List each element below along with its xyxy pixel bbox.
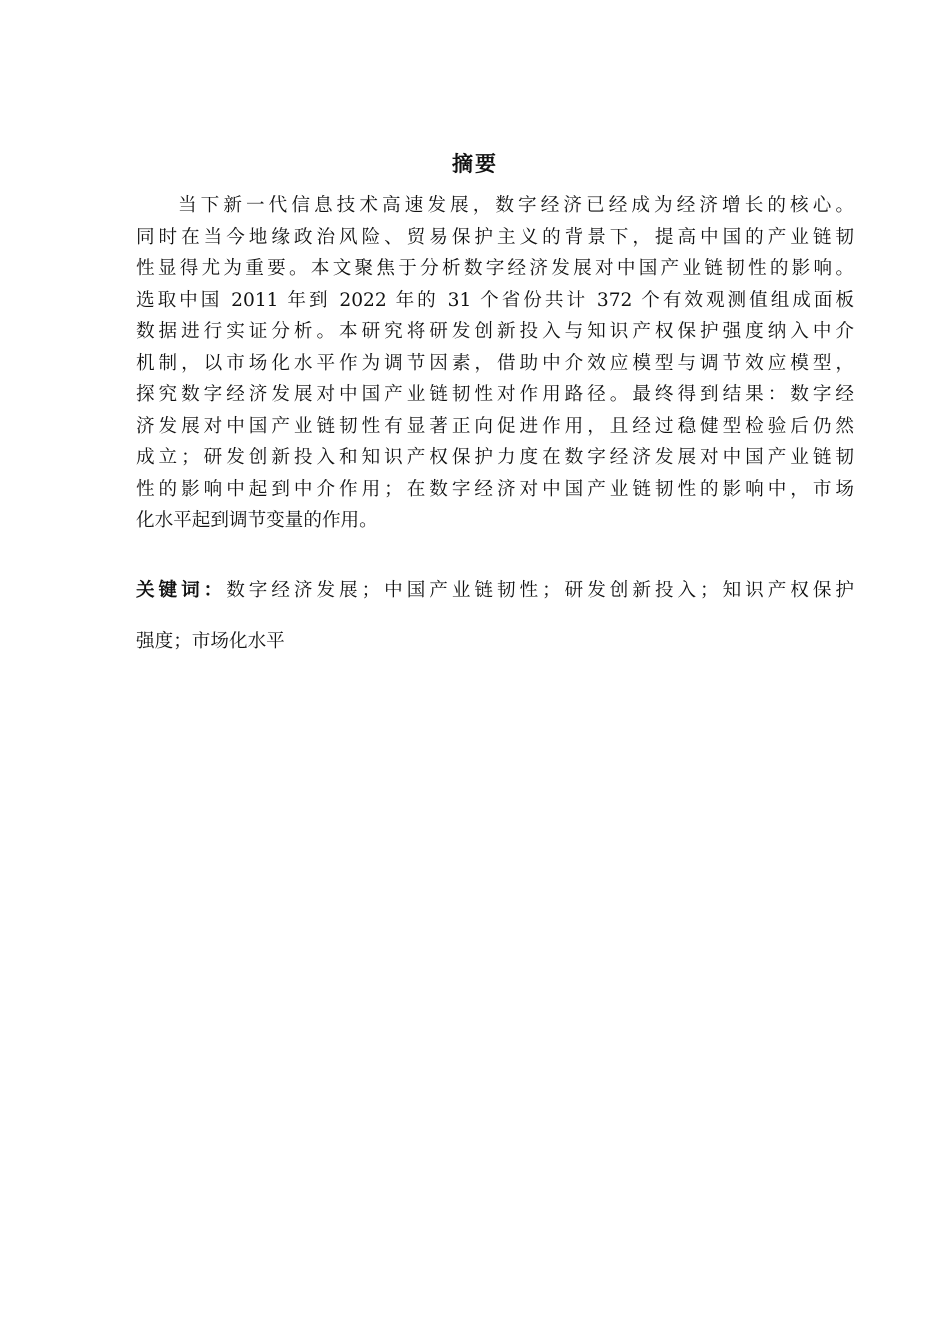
abstract-line: 性的影响中起到中介作用；在数字经济对中国产业链韧性的影响中，市场 (136, 478, 854, 500)
abstract-line: 性显得尤为重要。本文聚焦于分析数字经济发展对中国产业链韧性的影响。 (136, 258, 854, 279)
keywords-section (136, 575, 854, 657)
abstract-line: 同时在当今地缘政治风险、贸易保护主义的背景下，提高中国的产业链韧 (136, 226, 854, 248)
abstract-line: 数据进行实证分析。本研究将研发创新投入与知识产权保护强度纳入中介 (136, 321, 854, 342)
keywords-line: 强度；市场化水平 (136, 631, 285, 652)
abstract-line: 机制，以市场化水平作为调节因素，借助中介效应模型与调节效应模型， (136, 352, 854, 374)
abstract-title: 摘要 (452, 152, 498, 176)
keywords-text: 数字经济发展；中国产业链韧性；研发创新投入；知识产权保护 (226, 580, 854, 601)
keywords-label: 关键词： (136, 580, 227, 601)
abstract-line: 探究数字经济发展对中国产业链韧性对作用路径。最终得到结果：数字经 (136, 384, 854, 405)
abstract-line: 选取中国 2011 年到 2022 年的 31 个省份共计 372 个有效观测值组成面板 (136, 289, 854, 311)
keywords-line (136, 575, 854, 606)
abstract-line: 化水平起到调节变量的作用。 (136, 510, 378, 531)
abstract-body (136, 190, 854, 537)
abstract-line: 当下新一代信息技术高速发展，数字经济已经成为经济增长的核心。 (178, 195, 854, 216)
abstract-line: 成立；研发创新投入和知识产权保护力度在数字经济发展对中国产业链韧 (136, 447, 854, 468)
abstract-line: 济发展对中国产业链韧性有显著正向促进作用，且经过稳健型检验后仍然 (136, 415, 854, 437)
